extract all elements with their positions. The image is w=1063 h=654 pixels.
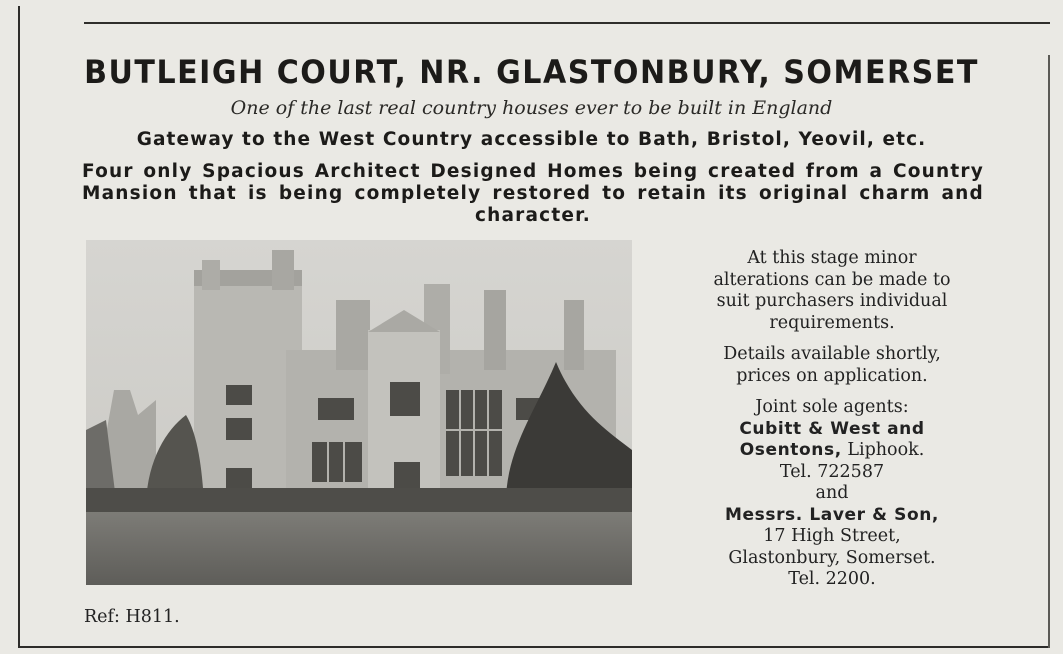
agent1-telephone: Tel. 722587 bbox=[779, 461, 885, 482]
top-rule bbox=[84, 22, 1050, 24]
ad-title: BUTLEIGH COURT, NR. GLASTONBURY, SOMERSET bbox=[84, 53, 979, 91]
agent1-name-line: Cubitt & West and bbox=[739, 418, 925, 439]
ad-subtitle: One of the last real country houses ever to be built in England bbox=[230, 97, 833, 119]
description-paragraph: Four only Spacious Architect Designed Homes being created from a Country Mansion that is being completely restored to retain its original charm and character. bbox=[82, 161, 984, 226]
gateway-line: Gateway to the West Country accessible to Bath, Bristol, Yeovil, etc. bbox=[136, 129, 927, 150]
mansion-illustration bbox=[86, 240, 632, 585]
agent2-name: Messrs. Laver & Son, bbox=[724, 504, 939, 525]
agents-intro: Joint sole agents: bbox=[755, 397, 909, 417]
agent1-name: Osentons, bbox=[739, 440, 842, 460]
agent2-address-line-2: Glastonbury, Somerset. bbox=[728, 547, 936, 568]
agent2-address-line-1: 17 High Street, bbox=[763, 526, 901, 546]
and-connector: and bbox=[815, 483, 849, 503]
agent1-line bbox=[662, 440, 1002, 462]
agent1-place: Liphook. bbox=[841, 440, 925, 460]
alterations-line-2: alterations can be made to bbox=[713, 269, 951, 290]
house-photo bbox=[86, 240, 632, 585]
agent2-telephone: Tel. 2200. bbox=[788, 569, 876, 589]
alterations-line-4: requirements. bbox=[769, 312, 895, 333]
details-line-1: Details available shortly, bbox=[723, 344, 941, 364]
reference-code: Ref: H811. bbox=[84, 607, 180, 627]
alterations-line-1: At this stage minor bbox=[747, 248, 917, 268]
alterations-line-3: suit purchasers individual bbox=[716, 291, 948, 311]
sales-details bbox=[662, 248, 1002, 591]
details-line-2: prices on application. bbox=[736, 365, 928, 386]
